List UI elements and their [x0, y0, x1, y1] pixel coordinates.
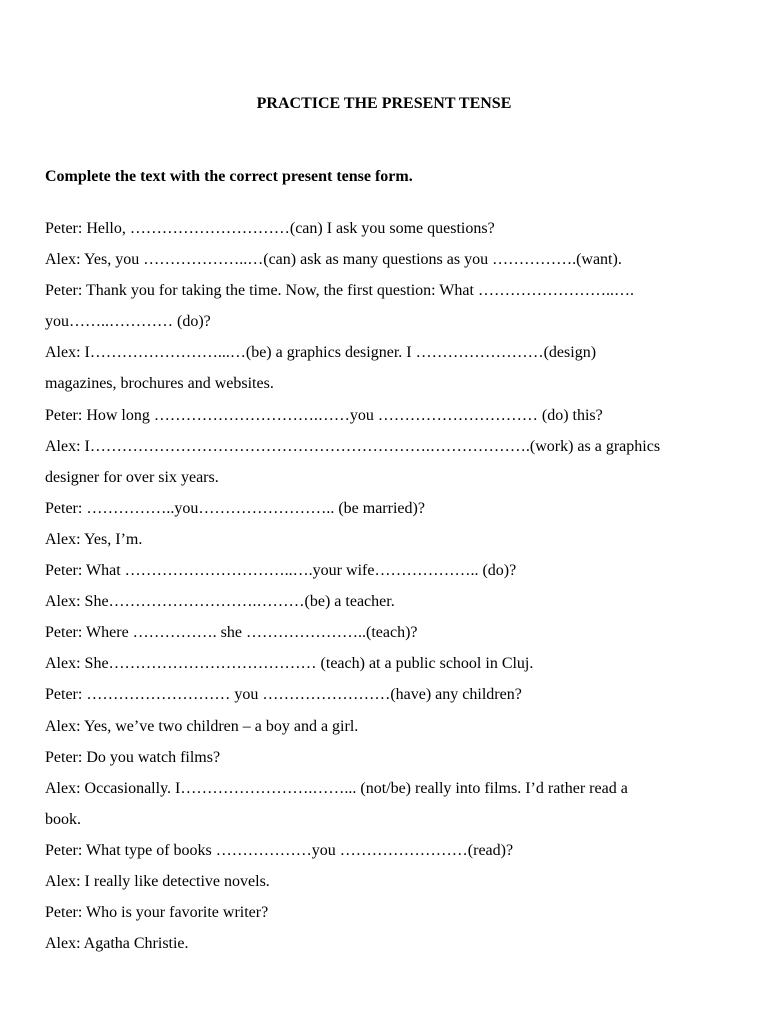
dialogue-line: Peter: How long ………………………….……you ………………………… (do) this?: [45, 406, 603, 424]
dialogue-line: Alex: She………………………………… (teach) at a public school in Cluj.: [45, 655, 534, 673]
dialogue-line: Peter: Where ……………. she …………………..(teach)?: [45, 624, 418, 642]
dialogue-line: Alex: She……………………….………(be) a teacher.: [45, 593, 395, 611]
dialogue-line: magazines, brochures and websites.: [45, 375, 274, 393]
dialogue-line: Peter: What …………………………..….your wife……………….. (do)?: [45, 562, 517, 580]
dialogue-line: Alex: Yes, we’ve two children – a boy and a girl.: [45, 717, 359, 735]
dialogue-line: Alex: I really like detective novels.: [45, 872, 270, 890]
dialogue-line: Peter: ……………..you…………………….. (be married)?: [45, 499, 425, 517]
dialogue-line: Alex: Occasionally. I…………………….……... (not/be) really into films. I’d rather read a: [45, 779, 628, 797]
dialogue-line: you……..………… (do)?: [45, 313, 211, 331]
dialogue-line: Alex: I……………………………………………………….……………….(work) as a graphics: [45, 437, 661, 455]
page-title: PRACTICE THE PRESENT TENSE: [256, 95, 512, 112]
dialogue-line: book.: [45, 810, 81, 828]
dialogue-line: designer for over six years.: [45, 468, 219, 486]
dialogue-line: Peter: Who is your favorite writer?: [45, 904, 269, 922]
dialogue-line: Peter: Hello, …………………………(can) I ask you some questions?: [45, 220, 495, 237]
exercise-instruction: Complete the text with the correct present tense form.: [45, 168, 413, 185]
dialogue-line: Peter: ……………………… you ……………………(have) any children?: [45, 686, 522, 704]
dialogue-line: Peter: What type of books ………………you ……………………(read)?: [45, 841, 514, 859]
dialogue-line: Alex: Yes, I’m.: [45, 530, 143, 548]
dialogue-text: [45, 213, 725, 959]
dialogue-line: Alex: I……………………...…(be) a graphics designer. I ……………………(design): [45, 344, 597, 362]
dialogue-line: Alex: Agatha Christie.: [45, 935, 189, 953]
dialogue-line: Peter: Do you watch films?: [45, 748, 221, 766]
dialogue-line: Peter: Thank you for taking the time. Now, the first question: What ……………………..….: [45, 282, 634, 300]
dialogue-line: Alex: Yes, you ………………..…(can) ask as many questions as you …………….(want).: [45, 251, 622, 269]
